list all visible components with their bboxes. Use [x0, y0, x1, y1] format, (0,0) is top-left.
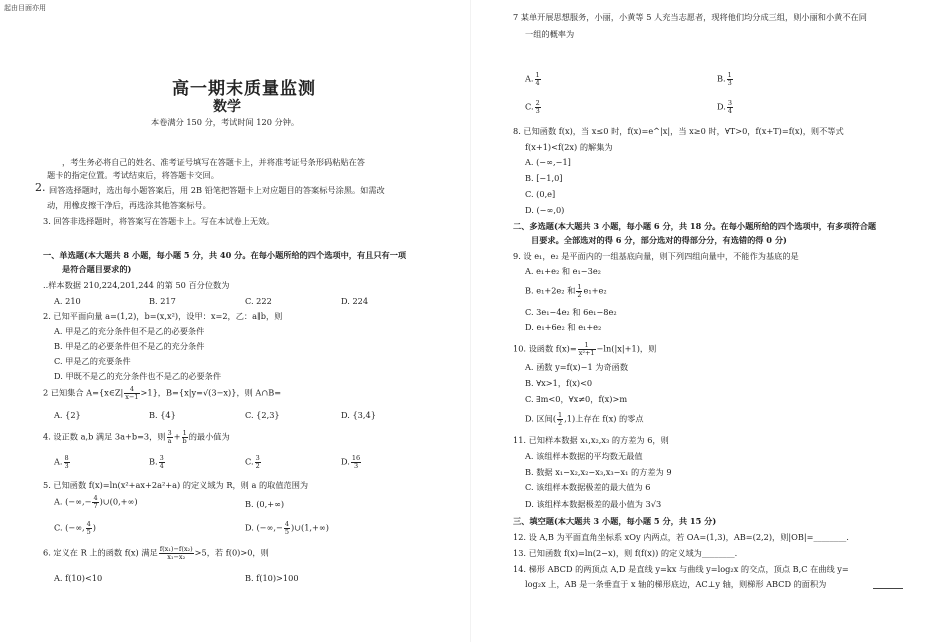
- q3-option-a: A. {2}: [54, 410, 81, 420]
- q5-option-c-num: 4: [86, 520, 91, 528]
- q9-option-b: [525, 284, 607, 299]
- note-2-number: 2.: [35, 181, 46, 194]
- q1-option-a: A. 210: [54, 296, 81, 306]
- q7-option-d-fraction: [727, 100, 733, 115]
- q7-option-b-num: 1: [727, 71, 732, 79]
- q7-option-d-label: D.: [717, 101, 726, 112]
- q7-option-b-fraction: [727, 72, 733, 87]
- q4-option-c-den: 2: [255, 462, 260, 470]
- q4-fraction-1-den: a: [167, 437, 172, 445]
- exam-info: 本卷满分 150 分，考试时间 120 分钟。: [151, 117, 300, 127]
- q8-option-c: C. (0,e]: [525, 189, 556, 199]
- q4-option-b-label: B.: [149, 456, 158, 467]
- q5-option-d-post: )∪(1,+∞): [290, 522, 329, 533]
- q4-option-d-num: 16: [351, 454, 361, 462]
- q1-option-d: D. 224: [341, 296, 369, 306]
- q4-option-d-den: 3: [353, 462, 359, 470]
- q4-option-d-fraction: [351, 455, 361, 470]
- q8-option-a: A. (−∞,−1]: [525, 157, 571, 167]
- q1-stem: ..样本数据 210,224,201,244 的第 50 百分位数为: [43, 280, 230, 290]
- q4-option-b-den: 4: [159, 462, 164, 470]
- q8-stem-line-1: 8. 已知函数 f(x)，当 x≤0 时，f(x)=e^|x|，当 x≥0 时，∀T>0，f(x+T)=f(x)，则不等式: [513, 126, 844, 136]
- q6-option-a: A. f(10)<10: [54, 573, 103, 583]
- note-2-line-1: 回答选择题时，选出每小题答案后，用 2B 铅笔把答题卡上对应题目的答案标号涂黑。如需改: [49, 185, 385, 195]
- q7-option-b: [717, 72, 734, 87]
- q4-option-d-label: D.: [341, 456, 350, 467]
- q5-option-c-post: ): [92, 522, 96, 533]
- q10-option-d-post: ,1)上存在 f(x) 的零点: [564, 413, 644, 424]
- q9-option-b-den: 2: [577, 291, 582, 299]
- q10-fraction: [578, 342, 596, 357]
- q7-option-b-label: B.: [717, 73, 726, 84]
- q4-fraction-2-den: b: [182, 437, 187, 445]
- q5-option-d-num: 4: [284, 520, 289, 528]
- q4-option-c-label: C.: [245, 456, 254, 467]
- q5-stem: 5. 已知函数 f(x)=ln(x²+ax+2a²+a) 的定义域为 R，则 a 的取值范围为: [43, 480, 309, 490]
- q2-option-d: D. 甲既不是乙的充分条件也不是乙的必要条件: [54, 371, 222, 381]
- q5-option-a-post: )∪(0,+∞): [99, 496, 138, 507]
- q7-option-b-den: 3: [727, 79, 732, 87]
- q3-option-d: D. {3,4}: [341, 410, 376, 420]
- q4-option-a: [54, 455, 71, 470]
- q9-stem: 9. 设 e₁，e₂ 是平面内的一组基底向量，则下列四组向量中，不能作为基底的是: [513, 251, 799, 261]
- q3-option-c: C. {2,3}: [245, 410, 280, 420]
- section-2-heading-line-1: 二、多选题(本大题共 3 小题，每小题 6 分，共 18 分。在每小题所给的四个选项中，有多项符合题: [513, 221, 877, 231]
- q14-line-1: 14. 梯形 ABCD 的两顶点 A,D 是直线 y=kx 与曲线 y=log₂x 的交点，顶点 B,C 在曲线 y=: [513, 564, 849, 574]
- q10-option-d: [525, 412, 644, 427]
- q5-option-a-fraction: [92, 495, 98, 510]
- q10-option-c: C. ∃m<0，∀x≠0，f(x)>m: [525, 394, 628, 404]
- q5-option-c-fraction: [86, 521, 92, 536]
- q7-stem-line-1: 7 某单开展思想服务，小丽，小黄等 5 人充当志愿者，现将他们均分成三组，则小丽和小黄不在同: [513, 12, 867, 22]
- q9-option-d: D. e₁+6e₂ 和 e₁+e₂: [525, 322, 602, 332]
- q5-option-a-den: 7: [93, 502, 98, 510]
- q4-stem-post: 的最小值为: [188, 431, 230, 442]
- q3-fraction: [124, 386, 139, 401]
- q6-fraction-num: f(x₁)−f(x₂): [159, 545, 193, 553]
- q8-stem-line-2: f(x+1)<f(2x) 的解集为: [525, 142, 613, 152]
- page-gutter: [470, 0, 471, 642]
- section-1-heading-line-1: 一、单选题(本大题共 8 小题，每小题 5 分，共 40 分。在每小题所给的四个选项中，有且只有一项: [43, 250, 407, 260]
- q14-line-2: log₂x 上，AB 是一条垂直于 x 轴的梯形底边，AC⊥y 轴，则梯形 ABCD 的面积为: [525, 579, 827, 589]
- q6-fraction: [159, 546, 194, 561]
- q4-stem: [43, 430, 230, 445]
- q1-option-b: B. 217: [149, 296, 176, 306]
- q8-option-d: D. (−∞,0): [525, 205, 565, 215]
- q2-stem: 2. 已知平面向量 a=(1,2)，b=(x,x²)，设甲：x=2，乙：a∥b，则: [43, 311, 283, 321]
- q7-option-d-den: 4: [727, 107, 733, 115]
- q7-option-c-num: 2: [535, 99, 540, 107]
- q4-fraction-2-num: 1: [182, 429, 187, 437]
- q7-option-d-num: 3: [727, 99, 733, 107]
- q5-option-a: [54, 495, 138, 510]
- q9-option-b-fraction: [576, 284, 582, 299]
- q3-set-left: {x∈Z|: [98, 387, 124, 398]
- q9-option-b-post: e₁+e₂: [583, 285, 607, 296]
- q11-option-a: A. 该组样本数据的平均数无最值: [525, 451, 643, 461]
- q6-stem: [43, 546, 269, 561]
- q3-fraction-num: 4: [124, 386, 139, 394]
- q4-stem-pre: 4. 设正数 a,b 满足 3a+b=3，则: [43, 431, 166, 442]
- q6-stem-post: >5，若 f(0)>0，则: [194, 547, 269, 558]
- note-1-line-2: 题卡的指定位置。考试结束后，将答题卡交回。: [47, 170, 219, 180]
- q11-stem: 11. 已知样本数据 x₁,x₂,x₃ 的方差为 6，则: [513, 435, 669, 445]
- q7-stem-line-2: 一组的概率为: [525, 29, 575, 39]
- q14-answer-blank: [873, 588, 903, 589]
- q5-option-a-pre: A. (−∞,−: [54, 496, 92, 507]
- q11-option-b: B. 数据 x₁−x₂,x₂−x₃,x₃−x₁ 的方差为 9: [525, 467, 672, 477]
- q9-option-c: C. 3e₁−4e₂ 和 6e₁−8e₂: [525, 307, 617, 317]
- q4-fraction-2: [182, 430, 188, 445]
- q10-option-d-den: 2: [558, 419, 563, 427]
- q10-option-d-num: 1: [558, 411, 563, 419]
- q5-option-b: B. (0,+∞): [245, 499, 285, 509]
- q8-option-b: B. [−1,0]: [525, 173, 563, 183]
- q7-option-c-den: 3: [535, 107, 540, 115]
- q5-option-d-pre: D. (−∞,−: [245, 522, 283, 533]
- q4-option-c: [245, 455, 262, 470]
- q7-option-a-fraction: [535, 72, 541, 87]
- note-3: 3. 回答非选择题时，将答案写在答题卡上。写在本试卷上无效。: [43, 216, 275, 226]
- q7-option-c-fraction: [535, 100, 541, 115]
- q6-fraction-den: x₁−x₂: [167, 553, 186, 561]
- q7-option-c: [525, 100, 542, 115]
- q4-option-a-label: A.: [54, 456, 63, 467]
- q5-option-d: [245, 521, 329, 536]
- q4-option-a-den: 3: [64, 462, 69, 470]
- q7-option-a: [525, 72, 542, 87]
- top-edge-fragment: 起由目面亦用: [4, 4, 46, 12]
- q2-option-c: C. 甲是乙的充要条件: [54, 356, 131, 366]
- q10-fraction-den: x²+1: [578, 349, 595, 357]
- q4-option-c-fraction: [255, 455, 261, 470]
- section-1-heading-line-2: 是符合题目要求的): [62, 264, 132, 274]
- q13-text: 13. 已知函数 f(x)=ln(2−x)，则 f(f(x)) 的定义域为________.: [513, 548, 738, 558]
- q10-option-a: A. 函数 y=f(x)−1 为奇函数: [525, 362, 629, 372]
- subject-title: 数学: [213, 99, 241, 115]
- q7-option-d: [717, 100, 734, 115]
- q10-fraction-num: 1: [578, 342, 596, 350]
- q3-stem: [43, 386, 281, 401]
- q4-option-c-num: 3: [255, 454, 260, 462]
- q10-stem-pre: 10. 设函数 f(x)=: [513, 343, 577, 354]
- q5-option-c-den: 5: [86, 528, 91, 536]
- q4-option-d: [341, 455, 362, 470]
- section-2-heading-line-2: 目要求。全部选对的得 6 分，部分选对的得部分分，有选错的得 0 分): [531, 235, 787, 245]
- q1-option-c: C. 222: [245, 296, 272, 306]
- q10-option-b: B. ∀x>1，f(x)<0: [525, 378, 593, 388]
- exam-title: 高一期末质量监测: [172, 79, 316, 99]
- q11-option-d: D. 该组样本数据极差的最小值为 3√3: [525, 499, 662, 509]
- q4-option-b-num: 3: [159, 454, 164, 462]
- q3-option-b: B. {4}: [149, 410, 176, 420]
- note-2-line-2: 动，用橡皮擦干净后，再选涂其他答案标号。: [47, 200, 211, 210]
- q4-option-b-fraction: [159, 455, 165, 470]
- q2-option-b: B. 甲是乙的必要条件但不是乙的充分条件: [54, 341, 205, 351]
- q6-option-b: B. f(10)>100: [245, 573, 299, 583]
- q4-fraction-1-num: 3: [167, 429, 172, 437]
- q4-plus: +: [173, 431, 181, 442]
- q4-option-a-fraction: [64, 455, 70, 470]
- q7-option-a-num: 1: [535, 71, 540, 79]
- q9-option-a: A. e₁+e₂ 和 e₁−3e₂: [525, 266, 601, 276]
- q6-stem-pre: 6. 定义在 R 上的函数 f(x) 满足: [43, 547, 158, 558]
- q5-option-c-pre: C. (−∞,: [54, 522, 85, 533]
- q4-fraction-1: [167, 430, 173, 445]
- q3-stem-pre: 2 已知集合 A=: [43, 387, 99, 398]
- section-3-heading: 三、填空题(本大题共 3 小题，每小题 5 分，共 15 分): [513, 516, 717, 526]
- q5-option-d-den: 5: [284, 528, 289, 536]
- q10-stem: [513, 342, 656, 357]
- q3-fraction-den: x−1: [125, 393, 139, 401]
- q7-option-a-label: A.: [525, 73, 534, 84]
- q3-set-right: >1}，B={x|y=√(3−x)}，则 A∩B=: [140, 387, 282, 398]
- q10-stem-post: −ln(|x|+1)，则: [596, 343, 657, 354]
- q10-option-d-fraction: [557, 412, 563, 427]
- q7-option-a-den: 4: [535, 79, 540, 87]
- q9-option-b-pre: B. e₁+2e₂ 和: [525, 285, 576, 296]
- q2-option-a: A. 甲是乙的充分条件但不是乙的必要条件: [54, 326, 205, 336]
- q12-text: 12. 设 A,B 为平面直角坐标系 xOy 内两点，若 OA=(1,3)，AB=(2,2)，则|OB|=________.: [513, 532, 849, 542]
- note-1-line-1: ，考生务必将自己的姓名、准考证号填写在答题卡上，并将准考证号条形码粘贴在答: [62, 157, 365, 167]
- q11-option-c: C. 该组样本数据极差的最大值为 6: [525, 482, 651, 492]
- q9-option-b-num: 1: [577, 283, 582, 291]
- q7-option-c-label: C.: [525, 101, 534, 112]
- q4-option-b: [149, 455, 166, 470]
- q5-option-a-num: 4: [93, 494, 98, 502]
- q4-option-a-num: 8: [64, 454, 69, 462]
- q10-option-d-pre: D. 区间(: [525, 413, 557, 424]
- q5-option-d-fraction: [284, 521, 290, 536]
- q5-option-c: [54, 521, 96, 536]
